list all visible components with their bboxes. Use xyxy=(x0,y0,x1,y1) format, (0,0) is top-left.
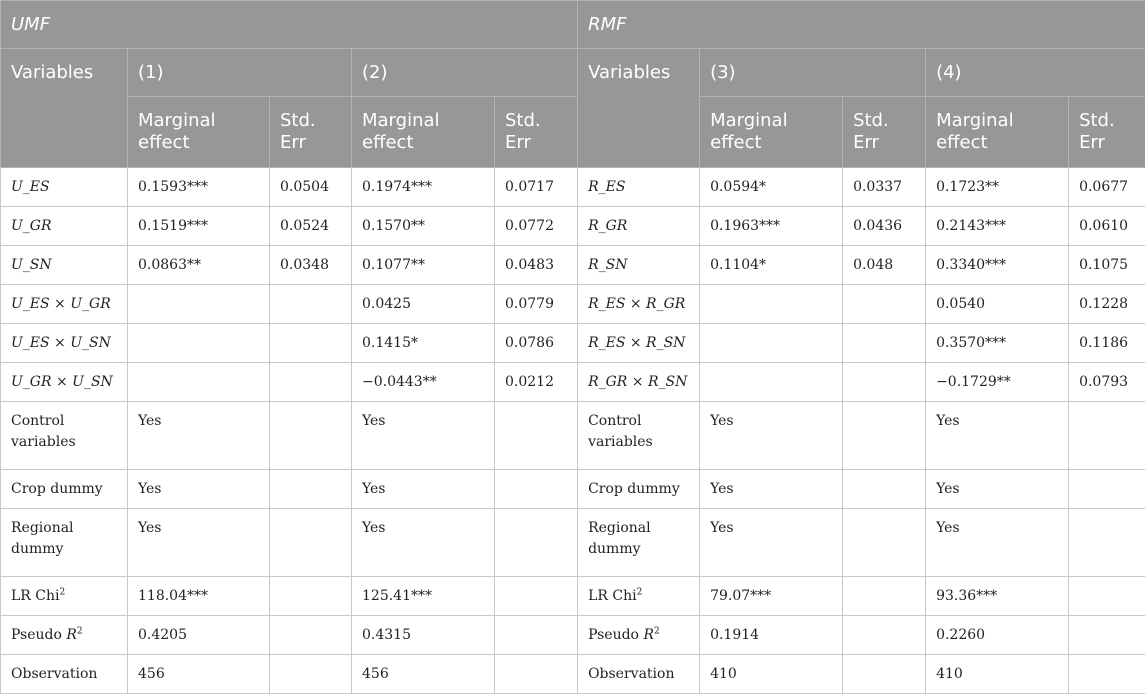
table-row xyxy=(1,402,1145,470)
table-cell xyxy=(495,616,578,655)
variable-label: R_ES × R_GR xyxy=(578,285,700,324)
table-cell: Yes xyxy=(352,470,495,509)
table-row xyxy=(1,168,1145,207)
table-row xyxy=(1,363,1145,402)
table-cell xyxy=(495,509,578,577)
table-cell: 410 xyxy=(700,655,843,694)
table-row-observation xyxy=(1,655,1145,694)
variable-label: Crop dummy xyxy=(578,470,700,509)
variable-label: Observation xyxy=(578,655,700,694)
table-cell xyxy=(1069,577,1145,616)
variable-label: U_GR xyxy=(1,207,128,246)
table-body xyxy=(1,168,1145,694)
table-cell xyxy=(270,285,352,324)
table-cell xyxy=(1069,509,1145,577)
group-header-umf: UMF xyxy=(1,1,578,49)
variable-label: Control variables xyxy=(578,402,700,470)
table-cell: Yes xyxy=(700,470,843,509)
table-cell: 0.1519*** xyxy=(128,207,270,246)
table-cell: Yes xyxy=(352,402,495,470)
table-cell xyxy=(1069,655,1145,694)
variable-label: R_SN xyxy=(578,246,700,285)
table-row xyxy=(1,285,1145,324)
table-cell: 0.4205 xyxy=(128,616,270,655)
variable-label xyxy=(1,577,128,616)
variable-label xyxy=(578,616,700,655)
lr-label: LR Chi xyxy=(11,588,60,604)
table-cell: 0.0779 xyxy=(495,285,578,324)
table-cell: 93.36*** xyxy=(926,577,1069,616)
model-2-header: (2) xyxy=(352,49,578,97)
table-cell: Yes xyxy=(700,509,843,577)
r-symbol: R xyxy=(66,627,77,643)
variable-label: R_GR xyxy=(578,207,700,246)
table-cell: 125.41*** xyxy=(352,577,495,616)
variable-label: Control variables xyxy=(1,402,128,470)
table-cell: 0.4315 xyxy=(352,616,495,655)
table-cell: 0.0540 xyxy=(926,285,1069,324)
table-cell xyxy=(270,655,352,694)
table-cell xyxy=(700,285,843,324)
table-row xyxy=(1,207,1145,246)
group-header-rmf: RMF xyxy=(578,1,1145,49)
table-cell xyxy=(843,324,926,363)
table-cell xyxy=(128,363,270,402)
table-cell xyxy=(270,509,352,577)
table-cell: 0.0717 xyxy=(495,168,578,207)
table-cell xyxy=(700,324,843,363)
table-cell: 0.0786 xyxy=(495,324,578,363)
table-row xyxy=(1,246,1145,285)
variable-label: U_GR × U_SN xyxy=(1,363,128,402)
table-cell: 0.2143*** xyxy=(926,207,1069,246)
table-cell: 0.048 xyxy=(843,246,926,285)
table-cell: Yes xyxy=(700,402,843,470)
table-cell: 0.1570** xyxy=(352,207,495,246)
table-cell xyxy=(843,616,926,655)
table-cell: 0.0436 xyxy=(843,207,926,246)
pseudo-label: Pseudo xyxy=(11,627,66,643)
std-err-header: Std. Err xyxy=(270,97,352,168)
table-cell: Yes xyxy=(128,470,270,509)
table-row xyxy=(1,470,1145,509)
variable-label: Observation xyxy=(1,655,128,694)
table-cell: 0.0337 xyxy=(843,168,926,207)
table-cell: 0.1228 xyxy=(1069,285,1145,324)
variable-label: R_GR × R_SN xyxy=(578,363,700,402)
table-cell: 0.1723** xyxy=(926,168,1069,207)
superscript: 2 xyxy=(77,626,83,636)
table-cell xyxy=(843,402,926,470)
table-cell xyxy=(843,470,926,509)
variable-label: R_ES xyxy=(578,168,700,207)
table-cell: 0.0504 xyxy=(270,168,352,207)
r-symbol: R xyxy=(643,627,654,643)
table-cell: 0.1104* xyxy=(700,246,843,285)
table-cell xyxy=(843,363,926,402)
table-cell: 0.0793 xyxy=(1069,363,1145,402)
variable-label: Regional dummy xyxy=(578,509,700,577)
table-cell: Yes xyxy=(926,402,1069,470)
table-cell: 0.0483 xyxy=(495,246,578,285)
table-cell: Yes xyxy=(926,470,1069,509)
variable-label: R_ES × R_SN xyxy=(578,324,700,363)
table-cell: 0.0677 xyxy=(1069,168,1145,207)
variable-label: Crop dummy xyxy=(1,470,128,509)
table-cell: −0.1729** xyxy=(926,363,1069,402)
table-cell: 0.0524 xyxy=(270,207,352,246)
superscript: 2 xyxy=(60,587,66,597)
marginal-effect-header: Marginal effect xyxy=(128,97,270,168)
table-cell xyxy=(700,363,843,402)
variables-header-left: Variables xyxy=(1,49,128,168)
table-cell xyxy=(1069,470,1145,509)
table-cell: 0.0425 xyxy=(352,285,495,324)
table-cell: 0.1593*** xyxy=(128,168,270,207)
superscript: 2 xyxy=(637,587,643,597)
table-cell xyxy=(495,402,578,470)
table-cell: 0.1963*** xyxy=(700,207,843,246)
table-cell: 0.1415* xyxy=(352,324,495,363)
table-cell xyxy=(270,616,352,655)
table-cell xyxy=(1069,616,1145,655)
table-cell: 0.0863** xyxy=(128,246,270,285)
variable-label: U_ES × U_GR xyxy=(1,285,128,324)
marginal-effect-header: Marginal effect xyxy=(352,97,495,168)
table-cell: 0.3570*** xyxy=(926,324,1069,363)
table-cell: 0.0610 xyxy=(1069,207,1145,246)
lr-label: LR Chi xyxy=(588,588,637,604)
table-cell xyxy=(843,577,926,616)
table-cell xyxy=(495,470,578,509)
variable-label: U_SN xyxy=(1,246,128,285)
table-cell: 0.1075 xyxy=(1069,246,1145,285)
table-cell: 456 xyxy=(128,655,270,694)
table-cell: 0.0594* xyxy=(700,168,843,207)
table-cell xyxy=(843,509,926,577)
table-cell xyxy=(843,655,926,694)
table-cell xyxy=(270,324,352,363)
table-cell: 410 xyxy=(926,655,1069,694)
table-cell: 0.0772 xyxy=(495,207,578,246)
model-3-header: (3) xyxy=(700,49,926,97)
variable-label xyxy=(578,577,700,616)
table-cell: 456 xyxy=(352,655,495,694)
table-cell xyxy=(495,577,578,616)
table-cell xyxy=(843,285,926,324)
table-cell: −0.0443** xyxy=(352,363,495,402)
table-cell xyxy=(128,285,270,324)
marginal-effect-header: Marginal effect xyxy=(700,97,843,168)
variables-header-right: Variables xyxy=(578,49,700,168)
table-cell xyxy=(270,363,352,402)
table-cell: Yes xyxy=(128,509,270,577)
table-cell xyxy=(495,655,578,694)
variable-label: U_ES xyxy=(1,168,128,207)
table-cell xyxy=(128,324,270,363)
table-cell: 79.07*** xyxy=(700,577,843,616)
table-cell: 0.0212 xyxy=(495,363,578,402)
table-cell: Yes xyxy=(128,402,270,470)
table-cell xyxy=(270,470,352,509)
table-row-pseudo-r2 xyxy=(1,616,1145,655)
table-cell xyxy=(270,402,352,470)
table-cell: 0.1974*** xyxy=(352,168,495,207)
marginal-effect-header: Marginal effect xyxy=(926,97,1069,168)
table-cell: 0.2260 xyxy=(926,616,1069,655)
table-cell: 118.04*** xyxy=(128,577,270,616)
table-cell: 0.3340*** xyxy=(926,246,1069,285)
table-cell: 0.1077** xyxy=(352,246,495,285)
variable-label xyxy=(1,616,128,655)
table-row xyxy=(1,509,1145,577)
model-1-header: (1) xyxy=(128,49,352,97)
table-cell xyxy=(270,577,352,616)
table-row-lr-chi2 xyxy=(1,577,1145,616)
table-cell: Yes xyxy=(352,509,495,577)
variable-label: U_ES × U_SN xyxy=(1,324,128,363)
table-cell: 0.1186 xyxy=(1069,324,1145,363)
table-row xyxy=(1,324,1145,363)
table-cell: 0.0348 xyxy=(270,246,352,285)
variable-label: Regional dummy xyxy=(1,509,128,577)
table-cell: 0.1914 xyxy=(700,616,843,655)
std-err-header: Std. Err xyxy=(495,97,578,168)
table-cell xyxy=(1069,402,1145,470)
std-err-header: Std. Err xyxy=(843,97,926,168)
std-err-header: Std. Err xyxy=(1069,97,1145,168)
model-4-header: (4) xyxy=(926,49,1145,97)
superscript: 2 xyxy=(654,626,660,636)
pseudo-label: Pseudo xyxy=(588,627,643,643)
table-cell: Yes xyxy=(926,509,1069,577)
